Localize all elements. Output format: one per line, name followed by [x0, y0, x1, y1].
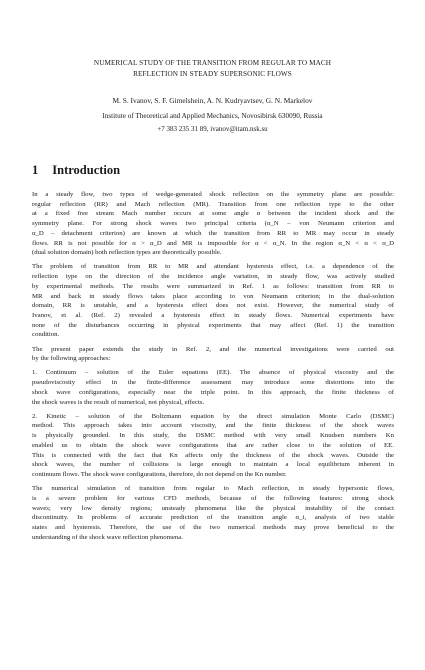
author-list: M. S. Ivanov, S. F. Gimelshein, A. N. Kudryavtsev, G. N. Markelov — [112, 96, 313, 105]
paragraph — [32, 262, 394, 340]
text-line: shock waves, the number of collisions is large enough to maintain a local equilibrium inherent in — [32, 461, 394, 469]
text-line: is physically grounded. In this study, the DSMC method with very small Knudsen numbers Kn — [32, 432, 394, 440]
text-line: 2. Kinetic – solution of the Boltzmann equation by the direct simulation Monte Carlo (DSMC) — [32, 412, 394, 420]
paragraph — [32, 190, 394, 258]
contact-info: +7 383 235 31 89, ivanov@itam.nsk.su — [157, 125, 268, 133]
text-line: symmetry plane. For strong shock waves two principal criteria (α_N – von Neumann criterion and — [32, 220, 394, 228]
section-heading — [32, 163, 120, 178]
text-line: none of the disturbances occurring in physical experiments that may affect (Ref. 1) the transition — [32, 321, 394, 329]
text-line: discontinuity. In problems of accurate prediction of the transition angle α_t, analysis of two stable — [32, 514, 394, 522]
text-line: is a severe problem for various CFD methods, because of the following features: strong shock — [32, 494, 394, 502]
text-line: shock wave configurations, especially near the triple point. In this approach, the finite thickness of — [32, 388, 394, 396]
text-line: α_D – detachment criterion) are known at which the transition from RR to MR may occur in steady — [32, 229, 394, 237]
paper-title — [30, 58, 395, 80]
text-line: understanding of the shock wave reflection phenomena. — [32, 533, 183, 541]
body-text — [32, 190, 394, 547]
title-line: REFLECTION IN STEADY SUPERSONIC FLOWS — [133, 70, 292, 78]
section-number: 1 — [32, 163, 39, 177]
paragraph — [32, 368, 394, 407]
text-line: The present paper extends the study in Ref. 2, and the numerical investigations were carried out — [32, 345, 394, 353]
text-line: waves; very low density regions; unsteady phenomena like the physical instability of the contact — [32, 504, 394, 512]
text-line: pseudoviscosity effect in the finite-difference assessment may introduce some distortions into the — [32, 379, 394, 387]
text-line: The numerical simulation of transition from regular to Mach reflection, in steady hypersonic flows, — [32, 485, 394, 493]
text-line: domain, RR is unstable, and a hysteresis effect does not exist. However, the numerical study of — [32, 302, 394, 310]
affiliation: Institute of Theoretical and Applied Mechanics, Novosibirsk 630090, Russia — [102, 112, 323, 120]
text-line: flows. RR is not possible for α > α_D and MR is impossible for α < α_N. In the region α_N < α < α_D — [32, 239, 394, 247]
text-line: condition. — [32, 331, 60, 339]
text-line: method. This approach takes into account viscosity, and the finite thickness of the shock waves — [32, 422, 394, 430]
paragraph — [32, 412, 394, 480]
text-line: the shock waves is the result of numerical, not physical, effects. — [32, 398, 205, 406]
section-title: Introduction — [52, 163, 121, 177]
text-line: In a steady flow, two types of wedge-generated shock reflection on the symmetry plane are possible: — [32, 191, 394, 198]
paragraph — [32, 345, 394, 364]
text-line: at a fixed free stream Mach number occurs at some angle α between the incident shock and the — [32, 210, 394, 218]
text-line: 1. Continuum – solution of the Euler equations (EE). The absence of physical viscosity and the — [32, 369, 394, 377]
text-line: by the following approaches: — [32, 355, 111, 363]
text-line: reflection type on the direction of the incidence angle variation, in steady flow, was actively studied — [32, 273, 394, 281]
text-line: states and hysteresis. Therefore, the use of the two numerical methods may prove beneficial to the — [32, 524, 394, 531]
text-line: (dual solution domain) both reflection types are theoretically possible. — [32, 249, 222, 257]
text-line: This is connected with the fact that Kn affects only the thickness of the shock waves. Outside the — [32, 451, 394, 459]
text-line: The problem of transition from RR to MR and attendant hysteresis effect, i.e. a dependence of the — [32, 263, 394, 271]
paragraph — [32, 484, 394, 542]
text-line: MR and back in steady flows takes place according to von Neumann criterion; in the dual-solution — [32, 292, 394, 300]
text-line: regular reflection (RR) and Mach reflection (MR). Transition from one reflection type to the other — [32, 200, 394, 208]
text-line: Ivanov, et al. (Ref. 2) revealed a hysteresis effect in steady flows. Numerical experiments have — [32, 311, 394, 319]
title-line: NUMERICAL STUDY OF THE TRANSITION FROM REGULAR TO MACH — [93, 59, 332, 67]
text-line: by experimental methods. The results were summarized in Ref. 1 as follows: transition from RR to — [32, 282, 394, 290]
text-line: enabled us to obtain the shock wave configurations that are rather close to the solution of EE. — [32, 441, 394, 449]
text-line: continuum flows. The shock wave configurations, therefore, do not depend on the Kn number. — [32, 470, 287, 478]
